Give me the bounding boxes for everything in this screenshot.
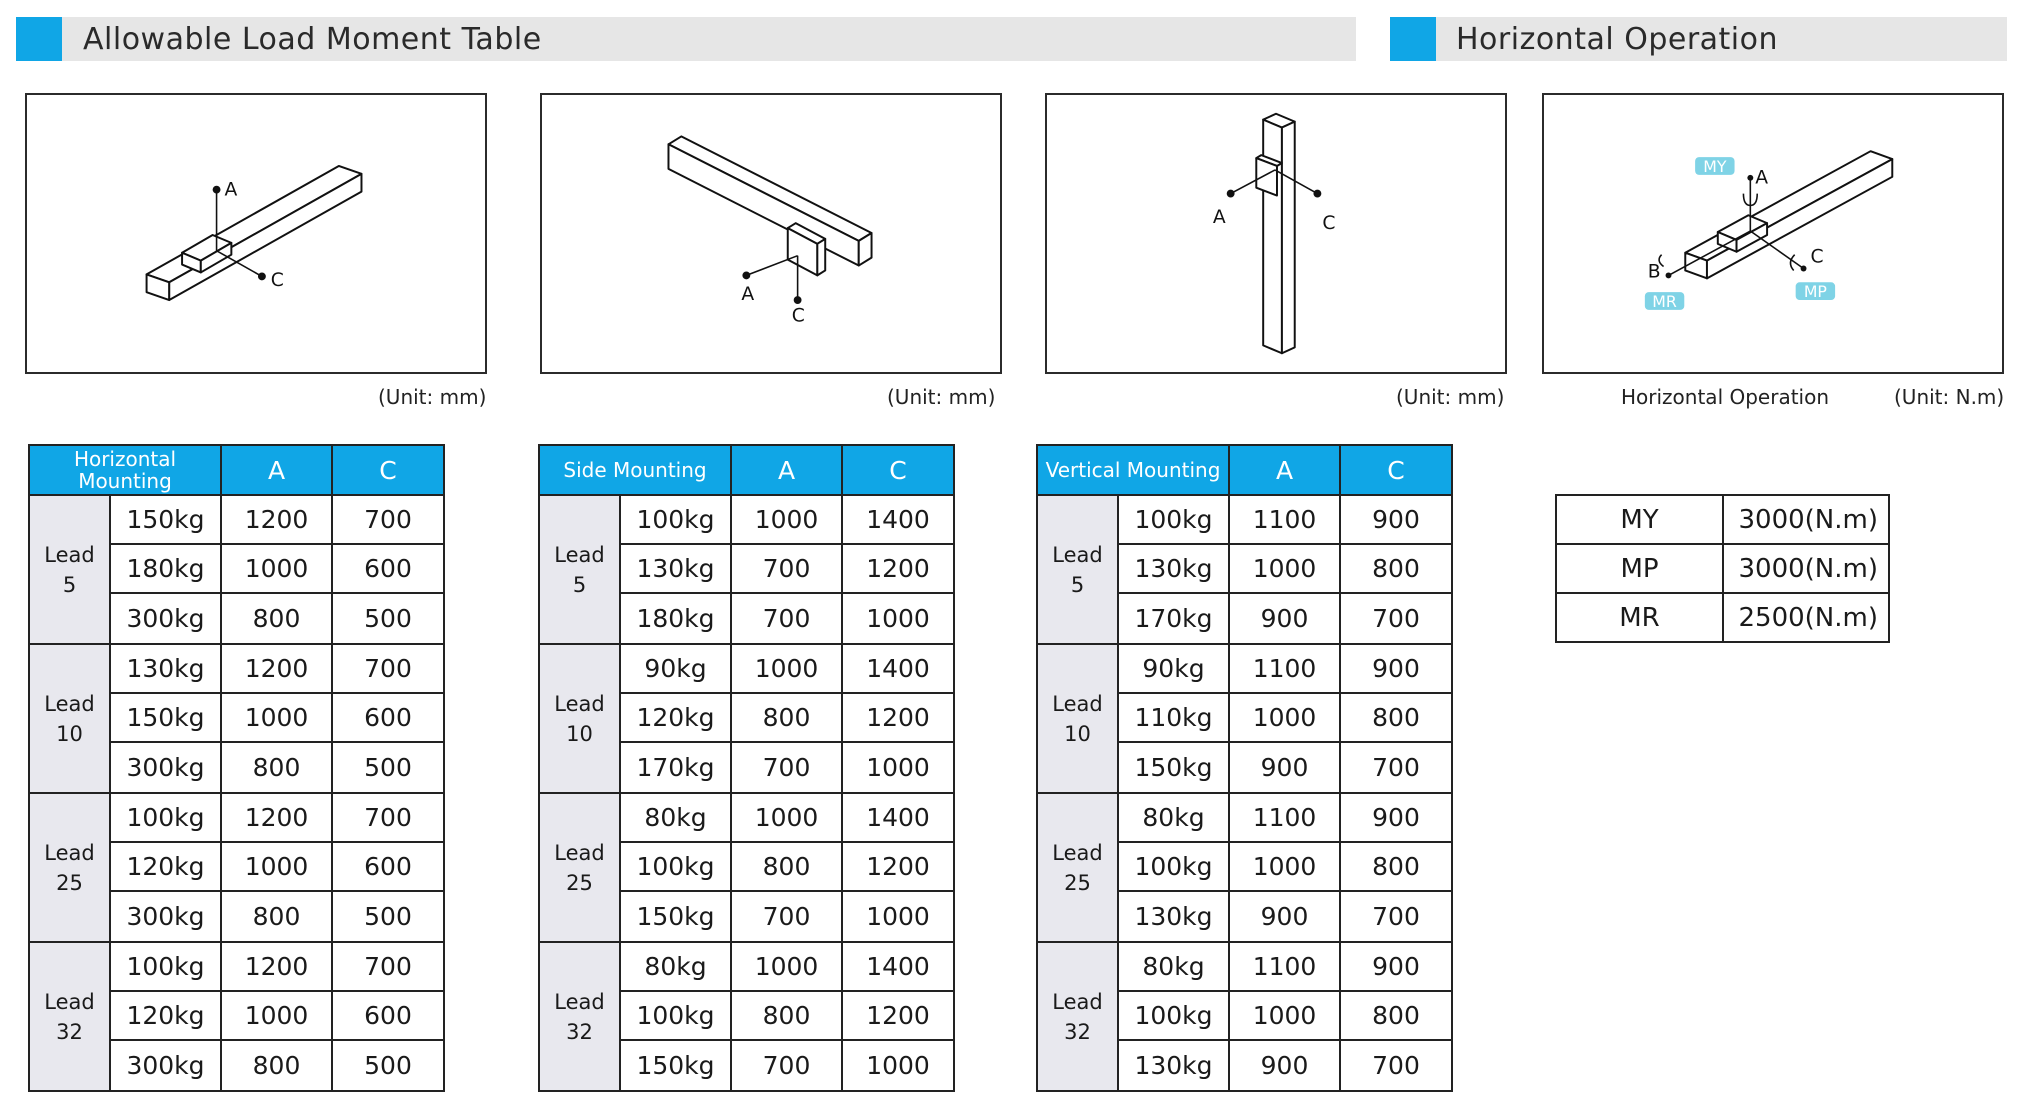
label-c: C bbox=[1322, 213, 1336, 235]
c-value-cell: 1200 bbox=[842, 544, 954, 593]
lead-value: 25 bbox=[1064, 870, 1091, 895]
load-cell: 100kg bbox=[1118, 991, 1229, 1040]
a-value-cell: 900 bbox=[1229, 742, 1340, 793]
label-c: C bbox=[791, 305, 805, 327]
table-row bbox=[539, 793, 954, 842]
lead-cell bbox=[539, 644, 620, 793]
c-value-cell: 800 bbox=[1340, 693, 1452, 742]
load-cell: 150kg bbox=[110, 495, 221, 544]
a-value-cell: 1200 bbox=[221, 644, 332, 693]
lead-value: 32 bbox=[56, 1019, 83, 1044]
a-value-cell: 900 bbox=[1229, 1040, 1340, 1091]
load-cell: 300kg bbox=[110, 891, 221, 942]
horizontal-mounting-figure bbox=[27, 95, 485, 372]
load-cell: 100kg bbox=[620, 991, 731, 1040]
load-cell: 90kg bbox=[620, 644, 731, 693]
load-cell: 130kg bbox=[620, 544, 731, 593]
diagram-horizontal-operation bbox=[1542, 93, 2004, 374]
c-value-cell: 500 bbox=[332, 593, 444, 644]
diagram-side-mounting bbox=[540, 93, 1002, 374]
a-value-cell: 1000 bbox=[221, 991, 332, 1040]
table-row bbox=[29, 495, 444, 544]
section-title: Allowable Load Moment Table bbox=[83, 22, 542, 57]
lead-label: Lead bbox=[554, 542, 605, 567]
a-value-cell: 1000 bbox=[731, 495, 842, 544]
a-value-cell: 1000 bbox=[221, 544, 332, 593]
lead-label: Lead bbox=[1052, 840, 1103, 865]
unit-label: (Unit: N.m) bbox=[1894, 385, 2005, 409]
column-header-a: A bbox=[221, 445, 332, 495]
load-cell: 150kg bbox=[110, 693, 221, 742]
c-value-cell: 700 bbox=[1340, 1040, 1452, 1091]
moment-table bbox=[1555, 494, 1890, 643]
moment-value: 3000(N.m) bbox=[1723, 495, 1889, 544]
lead-cell bbox=[539, 793, 620, 942]
a-value-cell: 800 bbox=[731, 991, 842, 1040]
a-value-cell: 700 bbox=[731, 742, 842, 793]
table-header-row bbox=[29, 445, 444, 495]
c-value-cell: 600 bbox=[332, 544, 444, 593]
load-cell: 110kg bbox=[1118, 693, 1229, 742]
a-value-cell: 1100 bbox=[1229, 495, 1340, 544]
a-value-cell: 1200 bbox=[221, 495, 332, 544]
load-cell: 130kg bbox=[1118, 891, 1229, 942]
lead-cell bbox=[539, 495, 620, 644]
load-cell: 170kg bbox=[620, 742, 731, 793]
column-header-c: C bbox=[1340, 445, 1452, 495]
lead-value: 10 bbox=[56, 721, 83, 746]
load-cell: 120kg bbox=[110, 991, 221, 1040]
table-row bbox=[1037, 942, 1452, 991]
moment-name: MY bbox=[1556, 495, 1723, 544]
lead-value: 25 bbox=[566, 870, 593, 895]
unit-label: (Unit: mm) bbox=[1396, 385, 1505, 409]
vertical-mounting-table bbox=[1036, 444, 1453, 1092]
table-header-row bbox=[539, 445, 954, 495]
load-cell: 150kg bbox=[620, 1040, 731, 1091]
c-value-cell: 900 bbox=[1340, 495, 1452, 544]
lead-label: Lead bbox=[554, 989, 605, 1014]
load-cell: 90kg bbox=[1118, 644, 1229, 693]
lead-cell bbox=[29, 495, 110, 644]
diagram-horizontal-mounting bbox=[25, 93, 487, 374]
lead-cell bbox=[1037, 942, 1118, 1091]
c-value-cell: 1200 bbox=[842, 693, 954, 742]
a-value-cell: 1200 bbox=[221, 942, 332, 991]
load-cell: 300kg bbox=[110, 742, 221, 793]
lead-cell bbox=[29, 644, 110, 793]
lead-value: 10 bbox=[566, 721, 593, 746]
load-cell: 130kg bbox=[110, 644, 221, 693]
a-value-cell: 1100 bbox=[1229, 793, 1340, 842]
load-cell: 100kg bbox=[620, 495, 731, 544]
lead-cell bbox=[1037, 793, 1118, 942]
load-cell: 120kg bbox=[110, 842, 221, 891]
c-value-cell: 900 bbox=[1340, 644, 1452, 693]
a-value-cell: 1000 bbox=[731, 793, 842, 842]
lead-cell bbox=[29, 942, 110, 1091]
table-row bbox=[29, 942, 444, 991]
c-value-cell: 1400 bbox=[842, 793, 954, 842]
c-value-cell: 1200 bbox=[842, 842, 954, 891]
c-value-cell: 900 bbox=[1340, 942, 1452, 991]
a-value-cell: 1000 bbox=[1229, 991, 1340, 1040]
lead-value: 32 bbox=[1064, 1019, 1091, 1044]
load-cell: 120kg bbox=[620, 693, 731, 742]
lead-value: 25 bbox=[56, 870, 83, 895]
load-cell: 170kg bbox=[1118, 593, 1229, 644]
table-row bbox=[29, 644, 444, 693]
lead-value: 5 bbox=[572, 572, 587, 597]
c-value-cell: 1400 bbox=[842, 644, 954, 693]
label-b: B bbox=[1647, 261, 1661, 283]
load-cell: 80kg bbox=[620, 942, 731, 991]
tag-mp: MP bbox=[1803, 282, 1827, 302]
a-value-cell: 1100 bbox=[1229, 644, 1340, 693]
vertical-mounting-figure bbox=[1047, 95, 1505, 372]
c-value-cell: 700 bbox=[1340, 742, 1452, 793]
load-cell: 100kg bbox=[620, 842, 731, 891]
c-value-cell: 700 bbox=[1340, 593, 1452, 644]
horizontal-operation-figure bbox=[1544, 95, 2002, 372]
table-row bbox=[1037, 644, 1452, 693]
lead-label: Lead bbox=[44, 691, 95, 716]
section-header-load-moment bbox=[16, 17, 1356, 61]
a-value-cell: 1000 bbox=[221, 842, 332, 891]
label-a: A bbox=[741, 284, 755, 306]
load-cell: 80kg bbox=[1118, 793, 1229, 842]
lead-value: 32 bbox=[566, 1019, 593, 1044]
accent-square bbox=[1390, 17, 1436, 61]
side-mounting-figure bbox=[542, 95, 1000, 372]
c-value-cell: 1000 bbox=[842, 742, 954, 793]
label-c: C bbox=[1810, 246, 1824, 268]
c-value-cell: 700 bbox=[332, 495, 444, 544]
table-row bbox=[539, 495, 954, 544]
lead-value: 5 bbox=[1070, 572, 1085, 597]
a-value-cell: 800 bbox=[221, 593, 332, 644]
c-value-cell: 700 bbox=[1340, 891, 1452, 942]
c-value-cell: 700 bbox=[332, 942, 444, 991]
moment-name: MR bbox=[1556, 593, 1723, 642]
a-value-cell: 700 bbox=[731, 891, 842, 942]
load-cell: 150kg bbox=[620, 891, 731, 942]
moment-row bbox=[1556, 593, 1889, 642]
unit-label: (Unit: mm) bbox=[887, 385, 996, 409]
a-value-cell: 1000 bbox=[1229, 842, 1340, 891]
table-title: Horizontal Mounting bbox=[29, 445, 221, 495]
c-value-cell: 1000 bbox=[842, 891, 954, 942]
a-value-cell: 700 bbox=[731, 1040, 842, 1091]
a-value-cell: 800 bbox=[731, 693, 842, 742]
a-value-cell: 1200 bbox=[221, 793, 332, 842]
c-value-cell: 1000 bbox=[842, 1040, 954, 1091]
load-cell: 130kg bbox=[1118, 1040, 1229, 1091]
tag-my: MY bbox=[1703, 156, 1727, 176]
lead-cell bbox=[29, 793, 110, 942]
tag-mr: MR bbox=[1652, 291, 1677, 311]
accent-square bbox=[16, 17, 62, 61]
column-header-c: C bbox=[332, 445, 444, 495]
c-value-cell: 700 bbox=[332, 644, 444, 693]
c-value-cell: 1000 bbox=[842, 593, 954, 644]
label-a: A bbox=[1755, 167, 1769, 189]
side-mounting-table bbox=[538, 444, 955, 1092]
column-header-a: A bbox=[731, 445, 842, 495]
load-cell: 100kg bbox=[1118, 842, 1229, 891]
c-value-cell: 900 bbox=[1340, 793, 1452, 842]
load-cell: 80kg bbox=[1118, 942, 1229, 991]
c-value-cell: 800 bbox=[1340, 991, 1452, 1040]
a-value-cell: 1100 bbox=[1229, 942, 1340, 991]
a-value-cell: 1000 bbox=[1229, 693, 1340, 742]
table-row bbox=[539, 942, 954, 991]
a-value-cell: 900 bbox=[1229, 593, 1340, 644]
c-value-cell: 800 bbox=[1340, 544, 1452, 593]
load-cell: 180kg bbox=[110, 544, 221, 593]
a-value-cell: 800 bbox=[221, 891, 332, 942]
label-c: C bbox=[270, 270, 284, 292]
a-value-cell: 700 bbox=[731, 544, 842, 593]
moment-value: 3000(N.m) bbox=[1723, 544, 1889, 593]
lead-value: 10 bbox=[1064, 721, 1091, 746]
lead-label: Lead bbox=[44, 542, 95, 567]
lead-label: Lead bbox=[1052, 989, 1103, 1014]
table-header-row bbox=[1037, 445, 1452, 495]
load-cell: 100kg bbox=[110, 942, 221, 991]
column-header-c: C bbox=[842, 445, 954, 495]
a-value-cell: 1000 bbox=[221, 693, 332, 742]
column-header-a: A bbox=[1229, 445, 1340, 495]
a-value-cell: 900 bbox=[1229, 891, 1340, 942]
label-a: A bbox=[1212, 207, 1226, 229]
table-row bbox=[1037, 793, 1452, 842]
table-row bbox=[539, 644, 954, 693]
a-value-cell: 800 bbox=[731, 842, 842, 891]
diagram-vertical-mounting bbox=[1045, 93, 1507, 374]
a-value-cell: 1000 bbox=[731, 942, 842, 991]
c-value-cell: 500 bbox=[332, 1040, 444, 1091]
lead-label: Lead bbox=[44, 989, 95, 1014]
table-title: Vertical Mounting bbox=[1037, 445, 1229, 495]
section-header-horizontal-operation bbox=[1390, 17, 2007, 61]
c-value-cell: 600 bbox=[332, 842, 444, 891]
table-row bbox=[1037, 495, 1452, 544]
a-value-cell: 1000 bbox=[731, 644, 842, 693]
table-row bbox=[29, 793, 444, 842]
c-value-cell: 500 bbox=[332, 891, 444, 942]
lead-label: Lead bbox=[1052, 691, 1103, 716]
load-cell: 100kg bbox=[110, 793, 221, 842]
moment-value: 2500(N.m) bbox=[1723, 593, 1889, 642]
c-value-cell: 800 bbox=[1340, 842, 1452, 891]
load-cell: 180kg bbox=[620, 593, 731, 644]
a-value-cell: 800 bbox=[221, 742, 332, 793]
c-value-cell: 1400 bbox=[842, 942, 954, 991]
moment-name: MP bbox=[1556, 544, 1723, 593]
load-cell: 300kg bbox=[110, 593, 221, 644]
lead-cell bbox=[1037, 644, 1118, 793]
lead-label: Lead bbox=[1052, 542, 1103, 567]
lead-cell bbox=[539, 942, 620, 1091]
horizontal-mounting-table bbox=[28, 444, 445, 1092]
c-value-cell: 1400 bbox=[842, 495, 954, 544]
lead-label: Lead bbox=[554, 840, 605, 865]
load-cell: 80kg bbox=[620, 793, 731, 842]
load-cell: 150kg bbox=[1118, 742, 1229, 793]
load-cell: 300kg bbox=[110, 1040, 221, 1091]
load-cell: 100kg bbox=[1118, 495, 1229, 544]
label-a: A bbox=[224, 179, 238, 201]
moment-row bbox=[1556, 495, 1889, 544]
a-value-cell: 700 bbox=[731, 593, 842, 644]
c-value-cell: 600 bbox=[332, 991, 444, 1040]
moment-row bbox=[1556, 544, 1889, 593]
load-cell: 130kg bbox=[1118, 544, 1229, 593]
c-value-cell: 1200 bbox=[842, 991, 954, 1040]
section-title: Horizontal Operation bbox=[1456, 22, 1779, 57]
a-value-cell: 1000 bbox=[1229, 544, 1340, 593]
lead-cell bbox=[1037, 495, 1118, 644]
c-value-cell: 500 bbox=[332, 742, 444, 793]
a-value-cell: 800 bbox=[221, 1040, 332, 1091]
diagram-caption: Horizontal Operation bbox=[1621, 385, 1830, 409]
unit-label: (Unit: mm) bbox=[378, 385, 487, 409]
lead-value: 5 bbox=[62, 572, 77, 597]
c-value-cell: 700 bbox=[332, 793, 444, 842]
table-title: Side Mounting bbox=[539, 445, 731, 495]
lead-label: Lead bbox=[44, 840, 95, 865]
c-value-cell: 600 bbox=[332, 693, 444, 742]
lead-label: Lead bbox=[554, 691, 605, 716]
